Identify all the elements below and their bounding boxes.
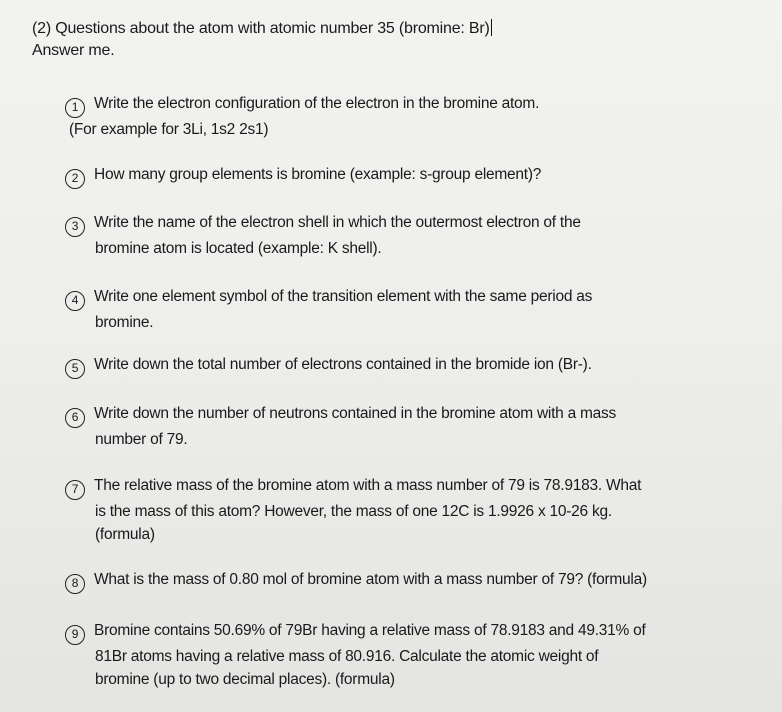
- question-8-number: 8: [65, 574, 85, 594]
- question-7-line-3: (formula): [95, 526, 155, 543]
- question-3-line-2: bromine atom is located (example: K shell).: [95, 240, 382, 257]
- question-1-line-1: [65, 92, 755, 118]
- header-title-line: [32, 18, 752, 40]
- text-cursor: [491, 19, 492, 36]
- question-2: [65, 163, 755, 189]
- question-8-line-1: [65, 568, 755, 594]
- question-3-text: Write the name of the electron shell in which the outermost electron of the: [94, 214, 581, 231]
- question-3-line-1: [65, 211, 755, 237]
- question-7-text: The relative mass of the bromine atom with a mass number of 79 is 78.9183. What: [94, 477, 642, 494]
- question-2-line-1: [65, 163, 755, 189]
- question-3: [65, 211, 755, 260]
- question-9-text: Bromine contains 50.69% of 79Br having a relative mass of 78.9183 and 49.31% of: [94, 622, 646, 639]
- question-4: [65, 285, 755, 334]
- question-9-number: 9: [65, 625, 85, 645]
- question-2-text: How many group elements is bromine (example: s-group element)?: [94, 166, 542, 183]
- question-3-number: 3: [65, 217, 85, 237]
- question-5-text: Write down the total number of electrons contained in the bromide ion (Br-).: [94, 356, 592, 373]
- question-8-text: What is the mass of 0.80 mol of bromine atom with a mass number of 79? (formula): [94, 571, 647, 588]
- question-1: [65, 92, 755, 141]
- question-1-number: 1: [65, 98, 85, 118]
- question-4-number: 4: [65, 291, 85, 311]
- question-6-text: Write down the number of neutrons contained in the bromine atom with a mass: [94, 405, 617, 422]
- question-4-line-2: bromine.: [95, 314, 154, 331]
- question-6-number: 6: [65, 408, 85, 428]
- question-4-line-1: [65, 285, 755, 311]
- question-6: [65, 402, 755, 451]
- question-9: [65, 619, 755, 691]
- question-6-line-1: [65, 402, 755, 428]
- question-6-line-2: number of 79.: [95, 431, 188, 448]
- question-5-line-1: [65, 353, 755, 379]
- question-8: [65, 568, 755, 594]
- header-subtitle: Answer me.: [32, 42, 115, 59]
- question-5: [65, 353, 755, 379]
- question-7: [65, 474, 755, 546]
- question-1-text: Write the electron configuration of the electron in the bromine atom.: [94, 95, 540, 112]
- question-7-line-1: [65, 474, 755, 500]
- question-2-number: 2: [65, 169, 85, 189]
- question-header: [32, 18, 752, 62]
- question-7-number: 7: [65, 480, 85, 500]
- question-9-line-1: [65, 619, 755, 645]
- question-1-line-2: (For example for 3Li, 1s2 2s1): [69, 121, 269, 138]
- question-9-line-2: 81Br atoms having a relative mass of 80.916. Calculate the atomic weight of: [95, 648, 599, 665]
- header-title: (2) Questions about the atom with atomic number 35 (bromine: Br): [32, 20, 490, 37]
- question-4-text: Write one element symbol of the transition element with the same period as: [94, 288, 593, 305]
- question-7-line-2: is the mass of this atom? However, the mass of one 12C is 1.9926 x 10-26 kg.: [95, 503, 612, 520]
- question-5-number: 5: [65, 359, 85, 379]
- question-9-line-3: bromine (up to two decimal places). (formula): [95, 671, 395, 688]
